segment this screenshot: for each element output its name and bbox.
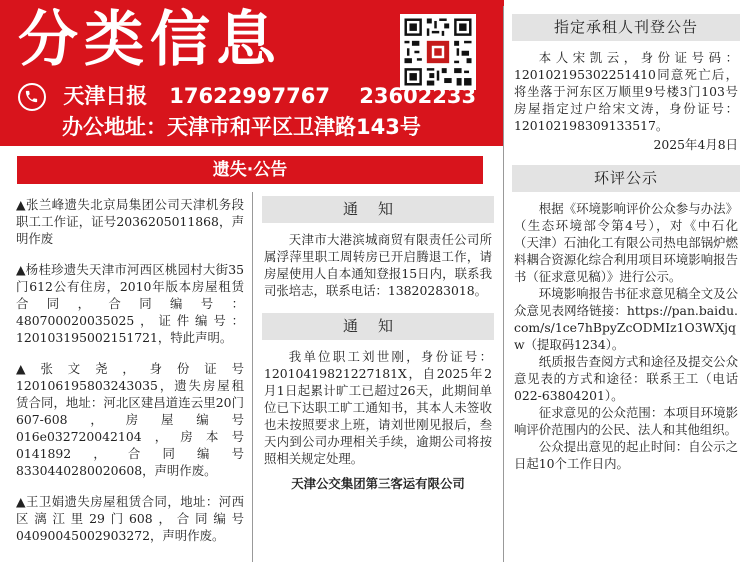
notice-signer: 天津公交集团第三客运有限公司 <box>291 476 465 491</box>
notice-body: 我单位职工刘世刚，身份证号：12010419821227181X，自2025年2月1日起累计旷工已超过26天，此期间单位已下达职工旷工通知书，其本人未签收也未按照要求上班，请刘世刚见报后，叁天内到公司办理相关手续，逾期公司将按照相关规定处理。 <box>264 349 492 466</box>
eia-paragraph: 纸质报告查阅方式和途径及提交公众意见表的方式和途径：联系王工（电话022-63804201）。 <box>514 354 738 403</box>
tenant-notice-heading: 指定承租人刊登公告 <box>512 14 740 41</box>
notice-heading: 通知 <box>262 196 494 223</box>
column-divider-right <box>503 6 504 562</box>
lost-notice-section-title: 遗失·公告 <box>17 156 483 184</box>
lost-items-column <box>16 196 244 558</box>
eia-notice <box>512 165 740 478</box>
lost-entry: ▲张兰峰遗失北京局集团公司天津机务段职工工作证，证号2036205011868，声明作废 <box>16 197 244 246</box>
tenant-notice-date: 2025年4月8日 <box>653 137 738 152</box>
contact-phone-row <box>18 80 476 112</box>
lost-entry: ▲王卫娟遗失房屋租赁合同，地址：河西区漓江里29门608，合同编号04090045002903272，声明作废。 <box>16 494 244 543</box>
eia-paragraph: 征求意见的公众范围：本项目环境影响评价范围内的公民、法人和其他组织。 <box>514 405 738 437</box>
tenant-notice-body: 本人宋凯云，身份证号码：120102195302251410同意死亡后，将坐落于河东区万顺里9号楼3门103号房屋指定过户给宋文涛，身份证号：120102198309133517。 <box>514 50 738 133</box>
notice-absence <box>262 313 494 498</box>
lost-entry: ▲张文尧，身份证号120106195803243035，遗失房屋租赁合同，地址：河北区建昌道连云里20门607-608，房屋编号016e032720042104，房本号0141892，合同编号8330440280020608，声明作废。 <box>16 361 244 478</box>
column-divider-left <box>252 192 253 562</box>
paper-name: 天津日报 <box>63 84 148 108</box>
lost-entry: ▲杨桂珍遗失天津市河西区桃园村大街35门612公有住房，2010年版本房屋租赁合同，合同编号：480700020035025，证件编号：120103195002151721，特此声明。 <box>16 262 244 345</box>
eia-paragraph-link: 环境影响报告书征求意见稿全文及公众意见表网络链接：https://pan.baidu.com/s/1ce7hBpyZcODMIz1O3WXjqw（提取码1234）。 <box>514 286 738 352</box>
phone-number-secondary: 23602233 <box>359 84 477 108</box>
banner-title: 分类信息 <box>18 5 282 75</box>
phone-icon <box>18 83 46 111</box>
phone-number-primary: 17622997767 <box>169 84 330 108</box>
notice-relocation <box>262 196 494 305</box>
notices-column <box>262 196 494 506</box>
eia-paragraph: 根据《环境影响评价公众参与办法》（生态环境部令第4号），对《中石化（天津）石油化工有限公司热电部锅炉燃料耦合资源化综合利用项目环境影响报告书（征求意见稿）》进行公示。 <box>514 201 738 284</box>
tenant-notice <box>512 14 740 159</box>
notice-body: 天津市大港滨城商贸有限责任公司所属浮萍里职工周转房已开启腾退工作，请房屋使用人自本通知登报15日内，联系我司张培志，联系电话：13820283018。 <box>264 232 492 298</box>
eia-paragraph: 公众提出意见的起止时间：自公示之日起10个工作日内。 <box>514 439 738 471</box>
classified-banner <box>0 0 504 146</box>
eia-notice-heading: 环评公示 <box>512 165 740 192</box>
qr-code-icon <box>400 14 476 90</box>
notice-heading: 通知 <box>262 313 494 340</box>
public-notices-column <box>512 14 740 478</box>
office-address: 办公地址：天津市和平区卫津路143号 <box>62 115 421 139</box>
